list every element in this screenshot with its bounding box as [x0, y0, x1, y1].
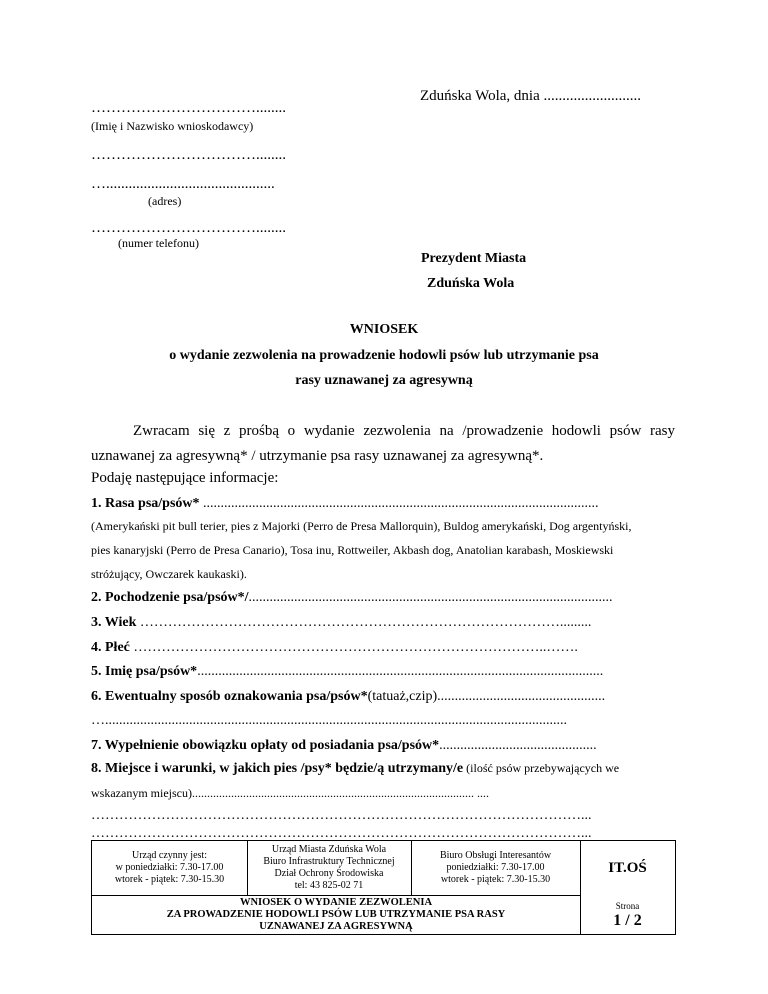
document-code: IT.OŚ [608, 860, 647, 876]
office-contact-line-1: Urząd Miasta Zduńska Wola [271, 844, 387, 855]
field-8-line-2: wskazanym miejscu).............................................................................................. .... [91, 786, 489, 800]
field-2-origin [91, 590, 613, 606]
field-2-label: 2. Pochodzenie psa/psów*/ [91, 590, 249, 605]
intro-line-3: Podaję następujące informacje: [91, 470, 279, 486]
field-8-note: (ilość psów przebywających we [463, 761, 620, 775]
footer-box [91, 840, 676, 935]
field-7-fee [91, 738, 597, 754]
office-hours-title: Urząd czynny jest: [132, 850, 207, 861]
field-2-dots: ........................................................................................................ [248, 590, 613, 605]
field-6-line-2: ….................................................................................................................................... [91, 713, 567, 728]
document-title: WNIOSEK [349, 322, 419, 337]
field-4-label: 4. Płeć [91, 640, 130, 655]
field-7-label: 7. Wypełnienie obowiązku opłaty od posiadania psa/psów* [91, 738, 440, 753]
office-contact-line-3: Dział Ochrony Środowiska [274, 868, 384, 879]
field-1-dots: ................................................................................................................. [199, 496, 599, 511]
service-office-line-1: Biuro Obsługi Interesantów [439, 850, 552, 861]
office-hours-line-2: wtorek - piątek: 7.30-15.30 [114, 874, 225, 885]
field-1-breed [91, 496, 599, 512]
field-4-sex [91, 640, 578, 656]
office-contact-phone: tel: 43 825-02 71 [294, 880, 364, 891]
applicant-name-dots: ……………………………........ [91, 100, 286, 116]
field-1-note-3: stróżujący, Owczarek kaukaski). [91, 567, 247, 581]
document-subtitle-1: o wydanie zezwolenia na prowadzenie hodowli psów lub utrzymanie psa [169, 348, 599, 363]
recipient-line-2: Zduńska Wola [427, 276, 515, 291]
service-office [411, 841, 580, 895]
service-office-line-2: poniedziałki: 7.30-17.00 [446, 862, 545, 873]
field-3-label: 3. Wiek [91, 615, 137, 630]
phone-label: (numer telefonu) [118, 236, 199, 250]
address-dots-1: ……………………………........ [91, 147, 286, 163]
field-6-dots: ................................................ [437, 689, 606, 704]
field-5-dots: .................................................................................................................... [197, 664, 604, 679]
address-dots-2: …............................................. [91, 176, 275, 192]
phone-dots: ……………………………........ [91, 220, 286, 236]
field-6-marking [91, 689, 605, 705]
office-contact [247, 841, 411, 895]
document-subtitle-2: rasy uznawanej za agresywną [295, 373, 473, 388]
field-8-label: 8. Miejsce i warunki, w jakich pies /psy* będzie/ą utrzymany/e [91, 761, 464, 776]
field-8-line-3: ……………………………………………………………………………………………... [91, 808, 592, 823]
page-indicator [580, 895, 675, 934]
field-5-name [91, 664, 603, 680]
form-title-line-1: WNIOSEK O WYDANIE ZEZWOLENIA [239, 896, 433, 908]
page-label: Strona [615, 900, 640, 911]
field-3-dots: ………………………………………………………………………………......... [136, 615, 592, 630]
intro-line-1: Zwracam się z prośbą o wydanie zezwolenia na /prowadzenie hodowli psów rasy [133, 423, 675, 439]
service-office-line-3: wtorek - piątek: 7.30-15.30 [440, 874, 551, 885]
field-3-age [91, 615, 591, 631]
address-label: (adres) [148, 194, 182, 208]
form-title-line-3: UZNAWANEJ ZA AGRESYWNĄ [259, 920, 413, 932]
field-1-note-2: pies kanaryjski (Perro de Presa Canario), Tosa inu, Rottweiler, Akbash dog, Anatolian karabash, Moskiewski [91, 543, 614, 557]
page-number: 1 / 2 [613, 911, 642, 929]
field-4-dots: ……………………………………………………………………………..……. [129, 640, 578, 655]
office-hours [92, 841, 247, 895]
field-7-dots: ............................................. [439, 738, 597, 753]
form-title-line-2: ZA PROWADZENIE HODOWLI PSÓW LUB UTRZYMANIE PSA RASY [166, 908, 506, 920]
recipient-line-1: Prezydent Miasta [421, 251, 527, 266]
field-1-label: 1. Rasa psa/psów* [91, 496, 200, 511]
office-contact-line-2: Biuro Infrastruktury Technicznej [263, 856, 395, 867]
intro-line-2: uznawanej za agresywną* / utrzymanie psa rasy uznawanej za agresywną*. [91, 448, 544, 464]
field-8-line-4: ……………………………………………………………………………………………... [91, 826, 592, 841]
field-1-note-1: (Amerykański pit bull terier, pies z Majorki (Perro de Presa Mallorquin), Buldog amerykański, Dog argentyński, [91, 519, 632, 533]
form-title [92, 895, 580, 934]
field-6-label: 6. Ewentualny sposób oznakowania psa/psów* [91, 689, 368, 704]
office-hours-line-1: w poniedziałki: 7.30-17.00 [115, 862, 224, 873]
field-6-extra: (tatuaż,czip) [367, 689, 438, 704]
place-date-line: Zduńska Wola, dnia .......................... [420, 88, 641, 104]
field-8-place [91, 761, 619, 777]
field-5-label: 5. Imię psa/psów* [91, 664, 198, 679]
applicant-name-label: (Imię i Nazwisko wnioskodawcy) [91, 119, 254, 133]
